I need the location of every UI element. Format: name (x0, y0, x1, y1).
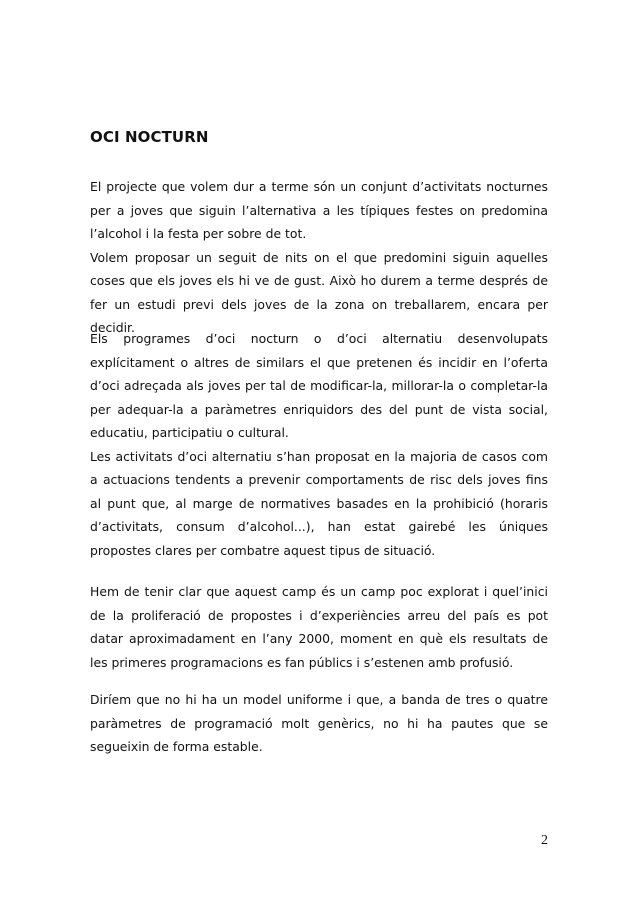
paragraph-programs (90, 327, 548, 562)
paragraph-text: El projecte que volem dur a terme són un conjunt d’activitats nocturnes per a joves que siguin l’alternativa a les típiques festes on predomina l’alcohol i la festa per sobre de tot. (90, 179, 548, 241)
paragraph-intro (90, 175, 548, 340)
paragraph-text: Els programes d’oci nocturn o d’oci alternatiu desenvolupats explícitament o altres de similars el que pretenen és incidir en l’oferta d’oci adreçada als joves per tal de modificar-la, millorar-la o completar-la per adequar-la a paràmetres enriquidors des del punt de vista social, educatiu, participatiu o cultural. (90, 331, 548, 440)
section-title: OCI NOCTURN (90, 128, 209, 146)
paragraph-text: Les activitats d’oci alternatiu s’han proposat en la majoria de casos com a actuacions tendents a prevenir comportaments de risc dels joves fins al punt que, al marge de normatives basades en la prohibició (horaris d’activitats, consum d’alcohol...), han estat gairebé les úniques propostes clares per combatre aquest tipus de situació. (90, 448, 548, 558)
paragraph-model: Diríem que no hi ha un model uniforme i que, a banda de tres o quatre paràmetres de programació molt genèrics, no hi ha pautes que se segueixin de forma estable. (90, 692, 548, 754)
paragraph-history: Hem de tenir clar que aquest camp és un camp poc explorat i quel’inici de la proliferació de propostes i d’experiències arreu del país es pot datar aproximadament en l’any 2000, moment en què els resultats de les primeres programacions es fan públics i s’estenen amb profusió. (90, 584, 548, 670)
page-number: 2 (541, 833, 548, 848)
paragraph-text: Volem proposar un seguit de nits on el que predomini siguin aquelles coses que els joves els hi ve de gust. Això ho durem a terme després de fer un estudi previ dels joves de la zona on treballarem, encara per decidir. (90, 249, 548, 335)
